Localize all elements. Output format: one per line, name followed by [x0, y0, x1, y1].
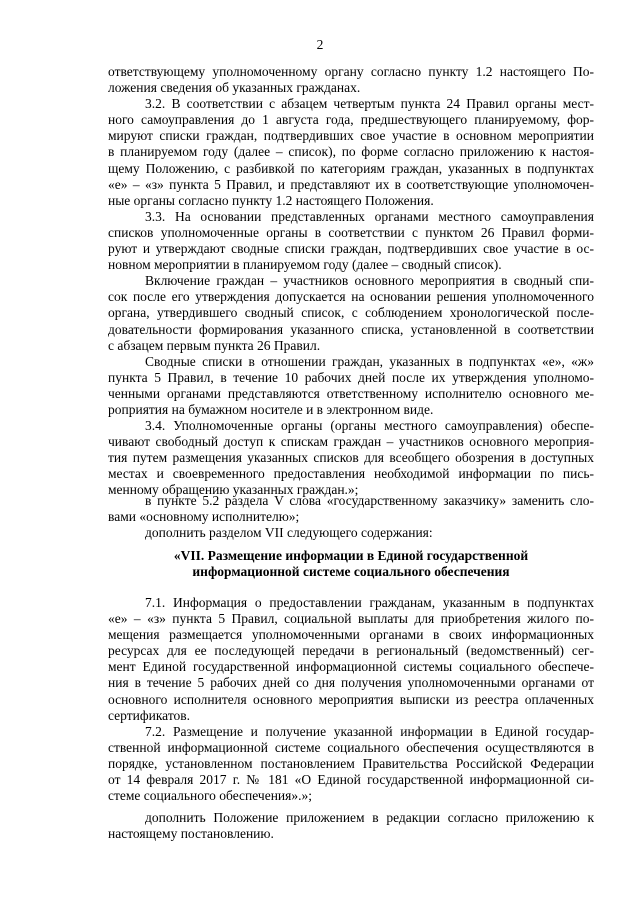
- text-line: ответствующему уполномоченному органу согласно пункту 1.2 настоящего По-: [108, 64, 594, 79]
- text-line: основного исполнителя основного мероприятия выписки из реестра оплаченных: [108, 691, 594, 707]
- text-line: мируют списки граждан, подтвердивших свое участие в основном мероприятии: [108, 128, 594, 144]
- text-line: тия путем размещения указанных списков для всеобщего обозрения в доступных: [108, 450, 594, 466]
- text-line: 3.2. В соответствии с абзацем четвертым пункта 24 Правил органы мест-: [145, 96, 594, 112]
- text-line: ственной информационной системе социального обеспечения осуществляются в: [108, 739, 594, 755]
- text-line: списков уполномоченные органы в соответствии с пунктом 26 Правил форми-: [108, 224, 594, 240]
- text-line: Включение граждан – участников основного мероприятия в сводный спи-: [145, 273, 594, 289]
- text-line: 7.1. Информация о предоставлении гражданам, указанным в подпунктах: [145, 595, 594, 610]
- text-line: «е» – «з» пункта 5 Правил, социальной выплаты для приобретения жилого по-: [108, 611, 594, 627]
- text-block-section-3: [108, 64, 594, 499]
- text-line: щему Положению, с разбивкой по категориям граждан, указанных в подпунктах: [108, 160, 594, 176]
- text-line: дополнить Положение приложением в редакции согласно приложению к: [145, 810, 594, 825]
- text-line: менному обращению указанных граждан.»;: [108, 482, 359, 498]
- text-line: сок после его утверждения допускается на основании решения уполномоченного: [108, 289, 594, 305]
- text-line: стеме социального обеспечения».»;: [108, 788, 312, 804]
- text-line: роприятия на бумажном носителе и в электронном виде.: [108, 401, 434, 417]
- section-heading: [108, 548, 594, 580]
- text-line: ного самоуправления до 1 августа года, предшествующего планируемому, фор-: [108, 112, 594, 128]
- text-line: новном мероприятии в планируемом году (далее – сводный список).: [108, 257, 502, 273]
- text-line: 3.3. На основании представленных органами местного самоуправления: [145, 208, 594, 224]
- text-block-amendments: [108, 493, 594, 541]
- text-line: ния в течение 5 рабочих дней со дня получения уполномоченными органами от: [108, 675, 594, 691]
- text-line: порядке, установленном постановлением Правительства Российской Федерации: [108, 755, 594, 771]
- text-line: 3.4. Уполномоченные органы (органы местного самоуправления) обеспе-: [145, 418, 594, 434]
- text-line: Сводные списки в отношении граждан, указанных в подпунктах «е», «ж»: [145, 353, 594, 369]
- text-line: ложения сведения об указанных гражданах.: [108, 80, 361, 96]
- text-block-section-7: [108, 595, 594, 804]
- text-line: довательности формирования указанного списка, установленной в соответствии: [108, 321, 594, 337]
- text-line: пункта 5 Правил, в течение 10 рабочих дней после их утверждения уполномо-: [108, 369, 594, 385]
- text-line: органа, утвердившего сводный список, с соблюдением хронологической после-: [108, 305, 594, 321]
- text-line: ченными органами представляются ответственному исполнителю основного ме-: [108, 385, 594, 401]
- text-line: 7.2. Размещение и получение указанной информации в Единой государ-: [145, 723, 594, 739]
- text-line: мещения размещается уполномоченными органами в своих информационных: [108, 627, 594, 643]
- text-line: сертификатов.: [108, 707, 191, 723]
- text-line: в планируемом году (далее – список), по форме согласно приложению к настоя-: [108, 144, 594, 160]
- text-line: руют и утверждают сводные списки граждан, подтвердивших свое участие в ос-: [108, 241, 594, 257]
- text-line: вами «основному исполнителю»;: [108, 509, 300, 525]
- text-line: дополнить разделом VII следующего содержания:: [145, 525, 433, 541]
- text-line: местах и своевременного предоставления необходимой информации по пись-: [108, 466, 594, 482]
- text-line: чивают свободный доступ к спискам граждан – участников основного мероприя-: [108, 434, 594, 450]
- text-line: настоящему постановлению.: [108, 826, 274, 842]
- heading-line: «VII. Размещение информации в Единой государственной: [173, 548, 529, 563]
- page-number: 2: [316, 37, 324, 52]
- text-line: ные органы согласно пункту 1.2 настоящего Положения.: [108, 192, 434, 208]
- text-line: от 14 февраля 2017 г. № 181 «О Единой государственной информационной си-: [108, 772, 594, 788]
- text-line: с абзацем первым пункта 26 Правил.: [108, 337, 321, 353]
- text-line: «е» – «з» пункта 5 Правил, и представляют их в соответствующие уполномочен-: [108, 176, 594, 192]
- heading-line: информационной системе социального обеспечения: [192, 564, 510, 580]
- text-line: мент Единой государственной информационной системы социального обеспече-: [108, 659, 594, 675]
- text-block-appendix: [108, 810, 594, 842]
- text-line: ресурсах для ее последующей передачи в региональный (ведомственный) сег-: [108, 643, 594, 659]
- text-line: в пункте 5.2 раздела V слова «государственному заказчику» заменить сло-: [145, 493, 594, 508]
